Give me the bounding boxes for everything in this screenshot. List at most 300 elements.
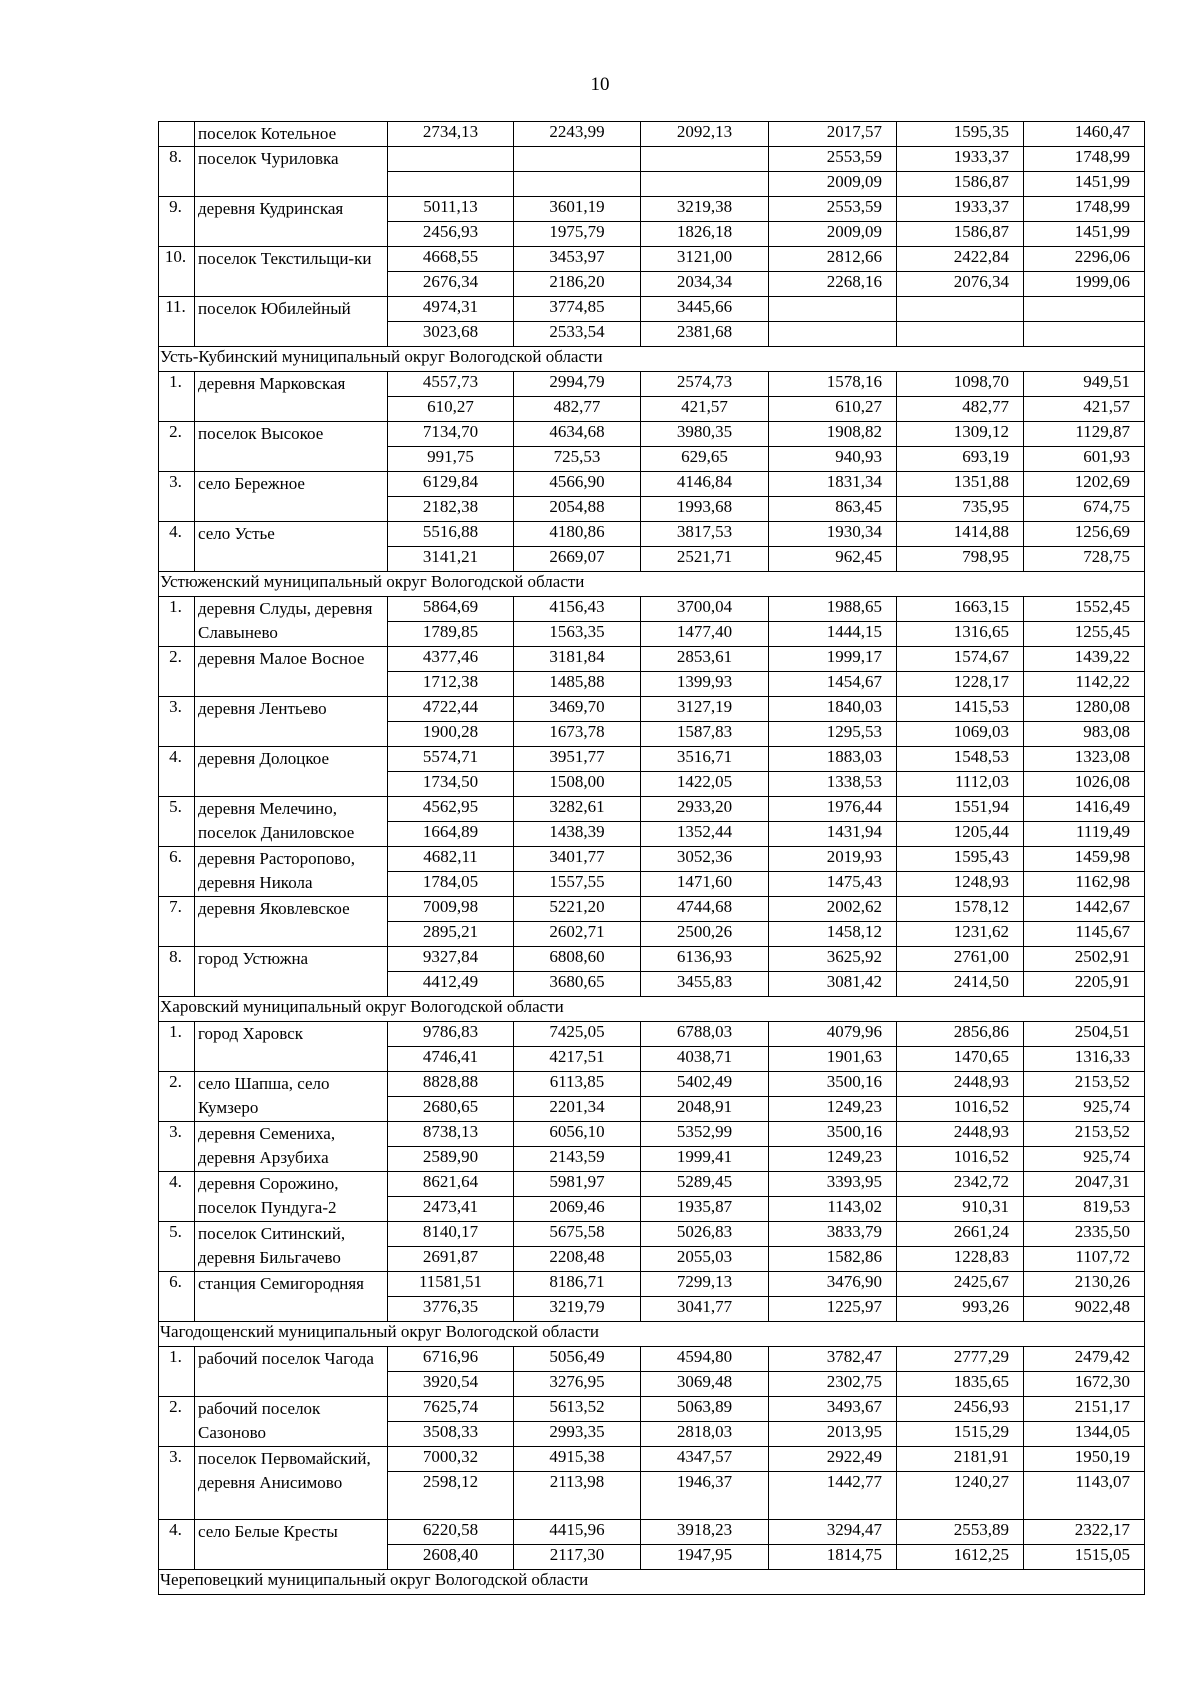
value-cell: 1162,98: [1024, 872, 1145, 897]
value-cell: 2608,40: [388, 1545, 514, 1570]
value-cell: 3121,00: [641, 247, 769, 272]
value-cell: 1119,49: [1024, 822, 1145, 847]
value-cell: 7425,05: [514, 1022, 641, 1047]
value-cell: 1784,05: [388, 872, 514, 897]
value-cell: 2853,61: [641, 647, 769, 672]
value-cell: 1016,52: [897, 1097, 1024, 1122]
value-cell: 1248,93: [897, 872, 1024, 897]
row-number: 4.: [159, 522, 195, 572]
row-number: 1.: [159, 597, 195, 647]
value-cell: 6808,60: [514, 947, 641, 972]
value-cell: 1586,87: [897, 172, 1024, 197]
settlement-name: рабочий поселок Чагода: [195, 1347, 388, 1397]
value-cell: 2598,12: [388, 1472, 514, 1520]
value-cell: 3918,23: [641, 1520, 769, 1545]
value-cell: 993,26: [897, 1297, 1024, 1322]
value-cell: 1202,69: [1024, 472, 1145, 497]
value-cell: 1475,43: [769, 872, 897, 897]
value-cell: 2812,66: [769, 247, 897, 272]
table-row: [159, 647, 1145, 672]
value-cell: 2153,52: [1024, 1072, 1145, 1097]
value-cell: 7625,74: [388, 1397, 514, 1422]
settlement-name: деревня Сорожино, поселок Пундуга-2: [195, 1172, 388, 1222]
value-cell: 1515,29: [897, 1422, 1024, 1447]
value-cell: 4744,68: [641, 897, 769, 922]
value-cell: 1789,85: [388, 622, 514, 647]
table-row: [159, 247, 1145, 272]
value-cell: 1143,07: [1024, 1472, 1145, 1520]
value-cell: 482,77: [897, 397, 1024, 422]
value-cell: 3023,68: [388, 322, 514, 347]
value-cell: 1240,27: [897, 1472, 1024, 1520]
value-cell: 1900,28: [388, 722, 514, 747]
value-cell: 2602,71: [514, 922, 641, 947]
value-cell: 3081,42: [769, 972, 897, 997]
value-cell: 2533,54: [514, 322, 641, 347]
value-cell: 3219,38: [641, 197, 769, 222]
value-cell: 2553,89: [897, 1520, 1024, 1545]
value-cell: 1107,72: [1024, 1247, 1145, 1272]
value-cell: 8621,64: [388, 1172, 514, 1197]
value-cell: 2302,75: [769, 1372, 897, 1397]
value-cell: 1563,35: [514, 622, 641, 647]
value-cell: 2933,20: [641, 797, 769, 822]
value-cell: 2092,13: [641, 122, 769, 147]
value-cell: 3508,33: [388, 1422, 514, 1447]
value-cell: 2034,34: [641, 272, 769, 297]
settlement-name: поселок Ситинский, деревня Бильгачево: [195, 1222, 388, 1272]
value-cell: 991,75: [388, 447, 514, 472]
value-cell: 4180,86: [514, 522, 641, 547]
value-cell: 2553,59: [769, 147, 897, 172]
value-cell: 1438,39: [514, 822, 641, 847]
value-cell: 4156,43: [514, 597, 641, 622]
value-cell: 4682,11: [388, 847, 514, 872]
value-cell: 3445,66: [641, 297, 769, 322]
value-cell: 1883,03: [769, 747, 897, 772]
table-row: [159, 1397, 1145, 1422]
settlement-name: станция Семигородняя: [195, 1272, 388, 1322]
value-cell: 6716,96: [388, 1347, 514, 1372]
value-cell: 819,53: [1024, 1197, 1145, 1222]
table-row: [159, 522, 1145, 547]
value-cell: 5352,99: [641, 1122, 769, 1147]
value-cell: 4668,55: [388, 247, 514, 272]
value-cell: 2479,42: [1024, 1347, 1145, 1372]
value-cell: 940,93: [769, 447, 897, 472]
value-cell: 8738,13: [388, 1122, 514, 1147]
value-cell: 2381,68: [641, 322, 769, 347]
value-cell: 11581,51: [388, 1272, 514, 1297]
value-cell: [1024, 297, 1145, 322]
value-cell: 3401,77: [514, 847, 641, 872]
value-cell: 3393,95: [769, 1172, 897, 1197]
value-cell: 1976,44: [769, 797, 897, 822]
value-cell: 5221,20: [514, 897, 641, 922]
row-number: 2.: [159, 1072, 195, 1122]
value-cell: 8828,88: [388, 1072, 514, 1097]
value-cell: 1578,12: [897, 897, 1024, 922]
value-cell: 1557,55: [514, 872, 641, 897]
value-cell: 2268,16: [769, 272, 897, 297]
value-cell: 2113,98: [514, 1472, 641, 1520]
value-cell: 2322,17: [1024, 1520, 1145, 1545]
value-cell: 3453,97: [514, 247, 641, 272]
value-cell: 3181,84: [514, 647, 641, 672]
value-cell: 2069,46: [514, 1197, 641, 1222]
settlement-name: село Шапша, село Кумзеро: [195, 1072, 388, 1122]
settlement-name: деревня Семениха, деревня Арзубиха: [195, 1122, 388, 1172]
value-cell: 1112,03: [897, 772, 1024, 797]
value-cell: 1612,25: [897, 1545, 1024, 1570]
value-cell: 4974,31: [388, 297, 514, 322]
settlement-name: поселок Юбилейный: [195, 297, 388, 347]
row-number: 10.: [159, 247, 195, 297]
value-cell: 1351,88: [897, 472, 1024, 497]
value-cell: 1316,65: [897, 622, 1024, 647]
value-cell: 3493,67: [769, 1397, 897, 1422]
row-number: 5.: [159, 1222, 195, 1272]
settlement-name: село Бережное: [195, 472, 388, 522]
table-row: [159, 747, 1145, 772]
value-cell: 3141,21: [388, 547, 514, 572]
value-cell: 1205,44: [897, 822, 1024, 847]
value-cell: 2002,62: [769, 897, 897, 922]
value-cell: 983,08: [1024, 722, 1145, 747]
value-cell: 1231,62: [897, 922, 1024, 947]
value-cell: 1454,67: [769, 672, 897, 697]
settlement-name: деревня Мелечино, поселок Даниловское: [195, 797, 388, 847]
value-cell: 863,45: [769, 497, 897, 522]
value-cell: 1595,35: [897, 122, 1024, 147]
value-cell: 1442,67: [1024, 897, 1145, 922]
value-cell: 1835,65: [897, 1372, 1024, 1397]
value-cell: 1930,34: [769, 522, 897, 547]
row-number: 8.: [159, 947, 195, 997]
value-cell: 2521,71: [641, 547, 769, 572]
value-cell: 3680,65: [514, 972, 641, 997]
value-cell: 1309,12: [897, 422, 1024, 447]
row-number: 8.: [159, 147, 195, 197]
value-cell: 2009,09: [769, 222, 897, 247]
value-cell: 3455,83: [641, 972, 769, 997]
value-cell: 2076,34: [897, 272, 1024, 297]
value-cell: 2143,59: [514, 1147, 641, 1172]
value-cell: 5011,13: [388, 197, 514, 222]
value-cell: 5613,52: [514, 1397, 641, 1422]
value-cell: 1323,08: [1024, 747, 1145, 772]
value-cell: 482,77: [514, 397, 641, 422]
value-cell: 6136,93: [641, 947, 769, 972]
value-cell: 1399,93: [641, 672, 769, 697]
value-cell: 1431,94: [769, 822, 897, 847]
value-cell: 1663,15: [897, 597, 1024, 622]
value-cell: 2456,93: [897, 1397, 1024, 1422]
value-cell: 1975,79: [514, 222, 641, 247]
value-cell: 2201,34: [514, 1097, 641, 1122]
value-cell: 3774,85: [514, 297, 641, 322]
value-cell: 1142,22: [1024, 672, 1145, 697]
value-cell: 2856,86: [897, 1022, 1024, 1047]
table-row: [159, 1122, 1145, 1147]
value-cell: 601,93: [1024, 447, 1145, 472]
value-cell: 421,57: [1024, 397, 1145, 422]
settlement-name: поселок Котельное: [195, 122, 388, 147]
section-row: [159, 572, 1145, 597]
settlement-name: поселок Первомайский, деревня Анисимово: [195, 1447, 388, 1520]
value-cell: 1586,87: [897, 222, 1024, 247]
value-cell: 2818,03: [641, 1422, 769, 1447]
value-cell: [897, 297, 1024, 322]
row-number: 2.: [159, 422, 195, 472]
tariff-table: [158, 121, 1145, 1595]
value-cell: 1295,53: [769, 722, 897, 747]
value-cell: 3516,71: [641, 747, 769, 772]
value-cell: 1255,45: [1024, 622, 1145, 647]
value-cell: 1249,23: [769, 1147, 897, 1172]
value-cell: 910,31: [897, 1197, 1024, 1222]
row-number: 1.: [159, 1022, 195, 1072]
value-cell: 1344,05: [1024, 1422, 1145, 1447]
value-cell: 3069,48: [641, 1372, 769, 1397]
table-row: [159, 1447, 1145, 1472]
settlement-name: город Устюжна: [195, 947, 388, 997]
value-cell: 7009,98: [388, 897, 514, 922]
value-cell: 1026,08: [1024, 772, 1145, 797]
value-cell: 5056,49: [514, 1347, 641, 1372]
row-number: 1.: [159, 1347, 195, 1397]
value-cell: 2414,50: [897, 972, 1024, 997]
table-row: [159, 947, 1145, 972]
table-row: [159, 372, 1145, 397]
row-number: 3.: [159, 1447, 195, 1520]
row-number: 6.: [159, 847, 195, 897]
value-cell: 2895,21: [388, 922, 514, 947]
value-cell: 6129,84: [388, 472, 514, 497]
value-cell: 2130,26: [1024, 1272, 1145, 1297]
settlement-name: село Устье: [195, 522, 388, 572]
value-cell: 1578,16: [769, 372, 897, 397]
value-cell: 5675,58: [514, 1222, 641, 1247]
value-cell: 3700,04: [641, 597, 769, 622]
value-cell: 4915,38: [514, 1447, 641, 1472]
value-cell: 2589,90: [388, 1147, 514, 1172]
value-cell: 1840,03: [769, 697, 897, 722]
value-cell: 3282,61: [514, 797, 641, 822]
value-cell: 2661,24: [897, 1222, 1024, 1247]
value-cell: 1256,69: [1024, 522, 1145, 547]
value-cell: 949,51: [1024, 372, 1145, 397]
value-cell: 1442,77: [769, 1472, 897, 1520]
value-cell: 8186,71: [514, 1272, 641, 1297]
value-cell: 8140,17: [388, 1222, 514, 1247]
row-number: 6.: [159, 1272, 195, 1322]
value-cell: 1712,38: [388, 672, 514, 697]
value-cell: [769, 322, 897, 347]
value-cell: 2691,87: [388, 1247, 514, 1272]
value-cell: 1439,22: [1024, 647, 1145, 672]
value-cell: 5063,89: [641, 1397, 769, 1422]
section-row: [159, 997, 1145, 1022]
table-row: [159, 1222, 1145, 1247]
value-cell: 1143,02: [769, 1197, 897, 1222]
value-cell: 1946,37: [641, 1472, 769, 1520]
value-cell: 1225,97: [769, 1297, 897, 1322]
value-cell: 1069,03: [897, 722, 1024, 747]
value-cell: 1477,40: [641, 622, 769, 647]
value-cell: 2055,03: [641, 1247, 769, 1272]
row-number: 3.: [159, 697, 195, 747]
section-title: Устюженский муниципальный округ Вологодской области: [159, 572, 1145, 597]
value-cell: 4347,57: [641, 1447, 769, 1472]
value-cell: 9327,84: [388, 947, 514, 972]
value-cell: 3601,19: [514, 197, 641, 222]
value-cell: 2473,41: [388, 1197, 514, 1222]
table-row: [159, 472, 1145, 497]
value-cell: 9022,48: [1024, 1297, 1145, 1322]
value-cell: 5516,88: [388, 522, 514, 547]
table-row: [159, 597, 1145, 622]
table-row: [159, 1347, 1145, 1372]
value-cell: 2019,93: [769, 847, 897, 872]
value-cell: 2013,95: [769, 1422, 897, 1447]
value-cell: 5026,83: [641, 1222, 769, 1247]
value-cell: 2456,93: [388, 222, 514, 247]
row-number: [159, 122, 195, 147]
value-cell: 1129,87: [1024, 422, 1145, 447]
value-cell: 2342,72: [897, 1172, 1024, 1197]
value-cell: 4746,41: [388, 1047, 514, 1072]
value-cell: 2448,93: [897, 1122, 1024, 1147]
value-cell: 1444,15: [769, 622, 897, 647]
value-cell: 2734,13: [388, 122, 514, 147]
section-title: Череповецкий муниципальный округ Вологодской области: [159, 1570, 1145, 1595]
row-number: 11.: [159, 297, 195, 347]
value-cell: 2504,51: [1024, 1022, 1145, 1047]
value-cell: 3833,79: [769, 1222, 897, 1247]
value-cell: 2205,91: [1024, 972, 1145, 997]
value-cell: 6113,85: [514, 1072, 641, 1097]
value-cell: [388, 147, 514, 172]
settlement-name: село Белые Кресты: [195, 1520, 388, 1570]
value-cell: 1947,95: [641, 1545, 769, 1570]
value-cell: 2422,84: [897, 247, 1024, 272]
value-cell: 1672,30: [1024, 1372, 1145, 1397]
value-cell: 1515,05: [1024, 1545, 1145, 1570]
value-cell: 1145,67: [1024, 922, 1145, 947]
table-row: [159, 297, 1145, 322]
value-cell: 1999,41: [641, 1147, 769, 1172]
value-cell: 1582,86: [769, 1247, 897, 1272]
row-number: 9.: [159, 197, 195, 247]
settlement-name: деревня Расторопово, деревня Никола: [195, 847, 388, 897]
value-cell: 610,27: [388, 397, 514, 422]
value-cell: 4146,84: [641, 472, 769, 497]
value-cell: 1748,99: [1024, 197, 1145, 222]
value-cell: 1999,06: [1024, 272, 1145, 297]
value-cell: 2553,59: [769, 197, 897, 222]
value-cell: 3920,54: [388, 1372, 514, 1397]
value-cell: 2502,91: [1024, 947, 1145, 972]
value-cell: 2186,20: [514, 272, 641, 297]
value-cell: 4557,73: [388, 372, 514, 397]
value-cell: 1935,87: [641, 1197, 769, 1222]
value-cell: 629,65: [641, 447, 769, 472]
value-cell: 962,45: [769, 547, 897, 572]
value-cell: 3980,35: [641, 422, 769, 447]
value-cell: 3294,47: [769, 1520, 897, 1545]
value-cell: 2777,29: [897, 1347, 1024, 1372]
value-cell: 2669,07: [514, 547, 641, 572]
row-number: 3.: [159, 1122, 195, 1172]
value-cell: 4377,46: [388, 647, 514, 672]
value-cell: 3500,16: [769, 1122, 897, 1147]
value-cell: 3951,77: [514, 747, 641, 772]
value-cell: 2017,57: [769, 122, 897, 147]
value-cell: 4412,49: [388, 972, 514, 997]
settlement-name: деревня Яковлевское: [195, 897, 388, 947]
value-cell: 1950,19: [1024, 1447, 1145, 1472]
value-cell: [641, 172, 769, 197]
table-row: [159, 147, 1145, 172]
value-cell: 2922,49: [769, 1447, 897, 1472]
value-cell: 1999,17: [769, 647, 897, 672]
table-row: [159, 697, 1145, 722]
value-cell: 1471,60: [641, 872, 769, 897]
row-number: 4.: [159, 747, 195, 797]
row-number: 4.: [159, 1172, 195, 1222]
value-cell: 3052,36: [641, 847, 769, 872]
value-cell: 1228,17: [897, 672, 1024, 697]
value-cell: 2182,38: [388, 497, 514, 522]
value-cell: 925,74: [1024, 1147, 1145, 1172]
settlement-name: деревня Слуды, деревня Славынево: [195, 597, 388, 647]
value-cell: 2153,52: [1024, 1122, 1145, 1147]
section-row: [159, 1570, 1145, 1595]
value-cell: 6056,10: [514, 1122, 641, 1147]
value-cell: 2676,34: [388, 272, 514, 297]
row-number: 5.: [159, 797, 195, 847]
value-cell: 1249,23: [769, 1097, 897, 1122]
value-cell: 6220,58: [388, 1520, 514, 1545]
settlement-name: деревня Долоцкое: [195, 747, 388, 797]
value-cell: 2680,65: [388, 1097, 514, 1122]
value-cell: 1826,18: [641, 222, 769, 247]
value-cell: 674,75: [1024, 497, 1145, 522]
table-row: [159, 422, 1145, 447]
value-cell: 2574,73: [641, 372, 769, 397]
value-cell: 1734,50: [388, 772, 514, 797]
value-cell: 2335,50: [1024, 1222, 1145, 1247]
section-title: Харовский муниципальный округ Вологодской области: [159, 997, 1145, 1022]
value-cell: 1470,65: [897, 1047, 1024, 1072]
value-cell: 1574,67: [897, 647, 1024, 672]
table-row: [159, 1022, 1145, 1047]
value-cell: 2448,93: [897, 1072, 1024, 1097]
value-cell: 735,95: [897, 497, 1024, 522]
value-cell: 1831,34: [769, 472, 897, 497]
value-cell: 1316,33: [1024, 1047, 1145, 1072]
value-cell: 5289,45: [641, 1172, 769, 1197]
settlement-name: поселок Чуриловка: [195, 147, 388, 197]
value-cell: 1485,88: [514, 672, 641, 697]
settlement-name: поселок Высокое: [195, 422, 388, 472]
value-cell: 1416,49: [1024, 797, 1145, 822]
value-cell: 4415,96: [514, 1520, 641, 1545]
value-cell: 3276,95: [514, 1372, 641, 1397]
value-cell: [514, 172, 641, 197]
row-number: 2.: [159, 1397, 195, 1447]
